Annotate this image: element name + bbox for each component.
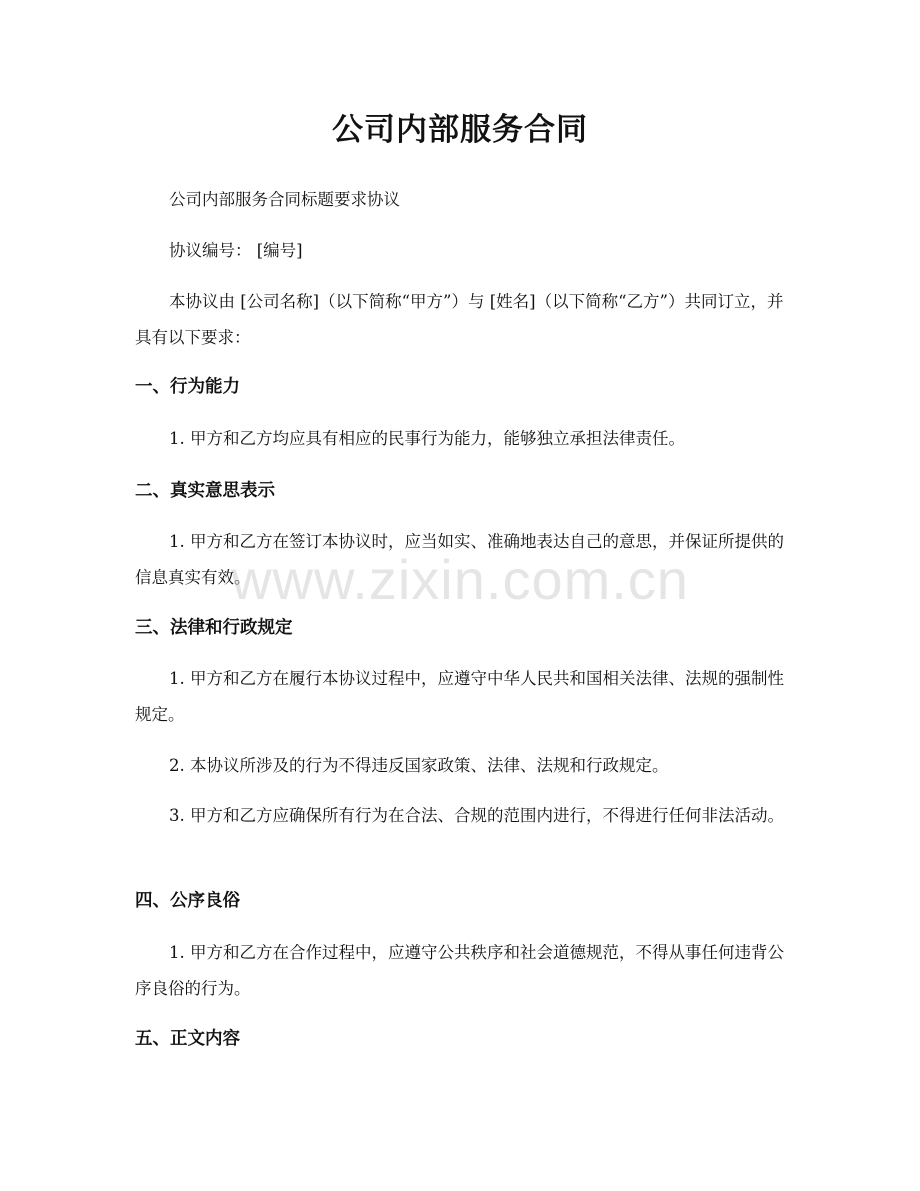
watermark-text: www.zixin.com.cn: [231, 548, 689, 611]
section-3-paragraph-1: 1. 甲方和乙方在履行本协议过程中，应遵守中华人民共和国相关法律、法规的强制性规定。: [135, 669, 784, 724]
document-title: 公司内部服务合同: [332, 112, 588, 148]
section-4-paragraph-1: 1. 甲方和乙方在合作过程中，应遵守公共秩序和社会道德规范，不得从事任何违背公序良俗的行为。: [135, 943, 784, 998]
opening-paragraph: 本协议由 [公司名称]（以下简称“甲方”）与 [姓名]（以下简称“乙方”）共同订立，并具有以下要求：: [135, 292, 784, 347]
section-heading-4: 四、公序良俗: [135, 891, 240, 911]
section-heading-2: 二、真实意思表示: [135, 481, 275, 501]
section-heading-3: 三、法律和行政规定: [135, 618, 293, 638]
section-3-paragraph-2: 2. 本协议所涉及的行为不得违反国家政策、法律、法规和行政规定。: [169, 756, 669, 775]
section-1-paragraph-1: 1. 甲方和乙方均应具有相应的民事行为能力，能够独立承担法律责任。: [169, 429, 685, 448]
section-heading-1: 一、行为能力: [135, 377, 240, 397]
agreement-number: 协议编号： [编号]: [169, 241, 303, 260]
section-2-paragraph-1: 1. 甲方和乙方在签订本协议时，应当如实、准确地表达自己的意思，并保证所提供的信息真实有效。: [135, 532, 784, 587]
section-3-paragraph-3: 3. 甲方和乙方应确保所有行为在合法、合规的范围内进行，不得进行任何非法活动。: [169, 806, 784, 825]
section-heading-5: 五、正文内容: [135, 1029, 240, 1049]
document-subtitle: 公司内部服务合同标题要求协议: [169, 190, 400, 209]
